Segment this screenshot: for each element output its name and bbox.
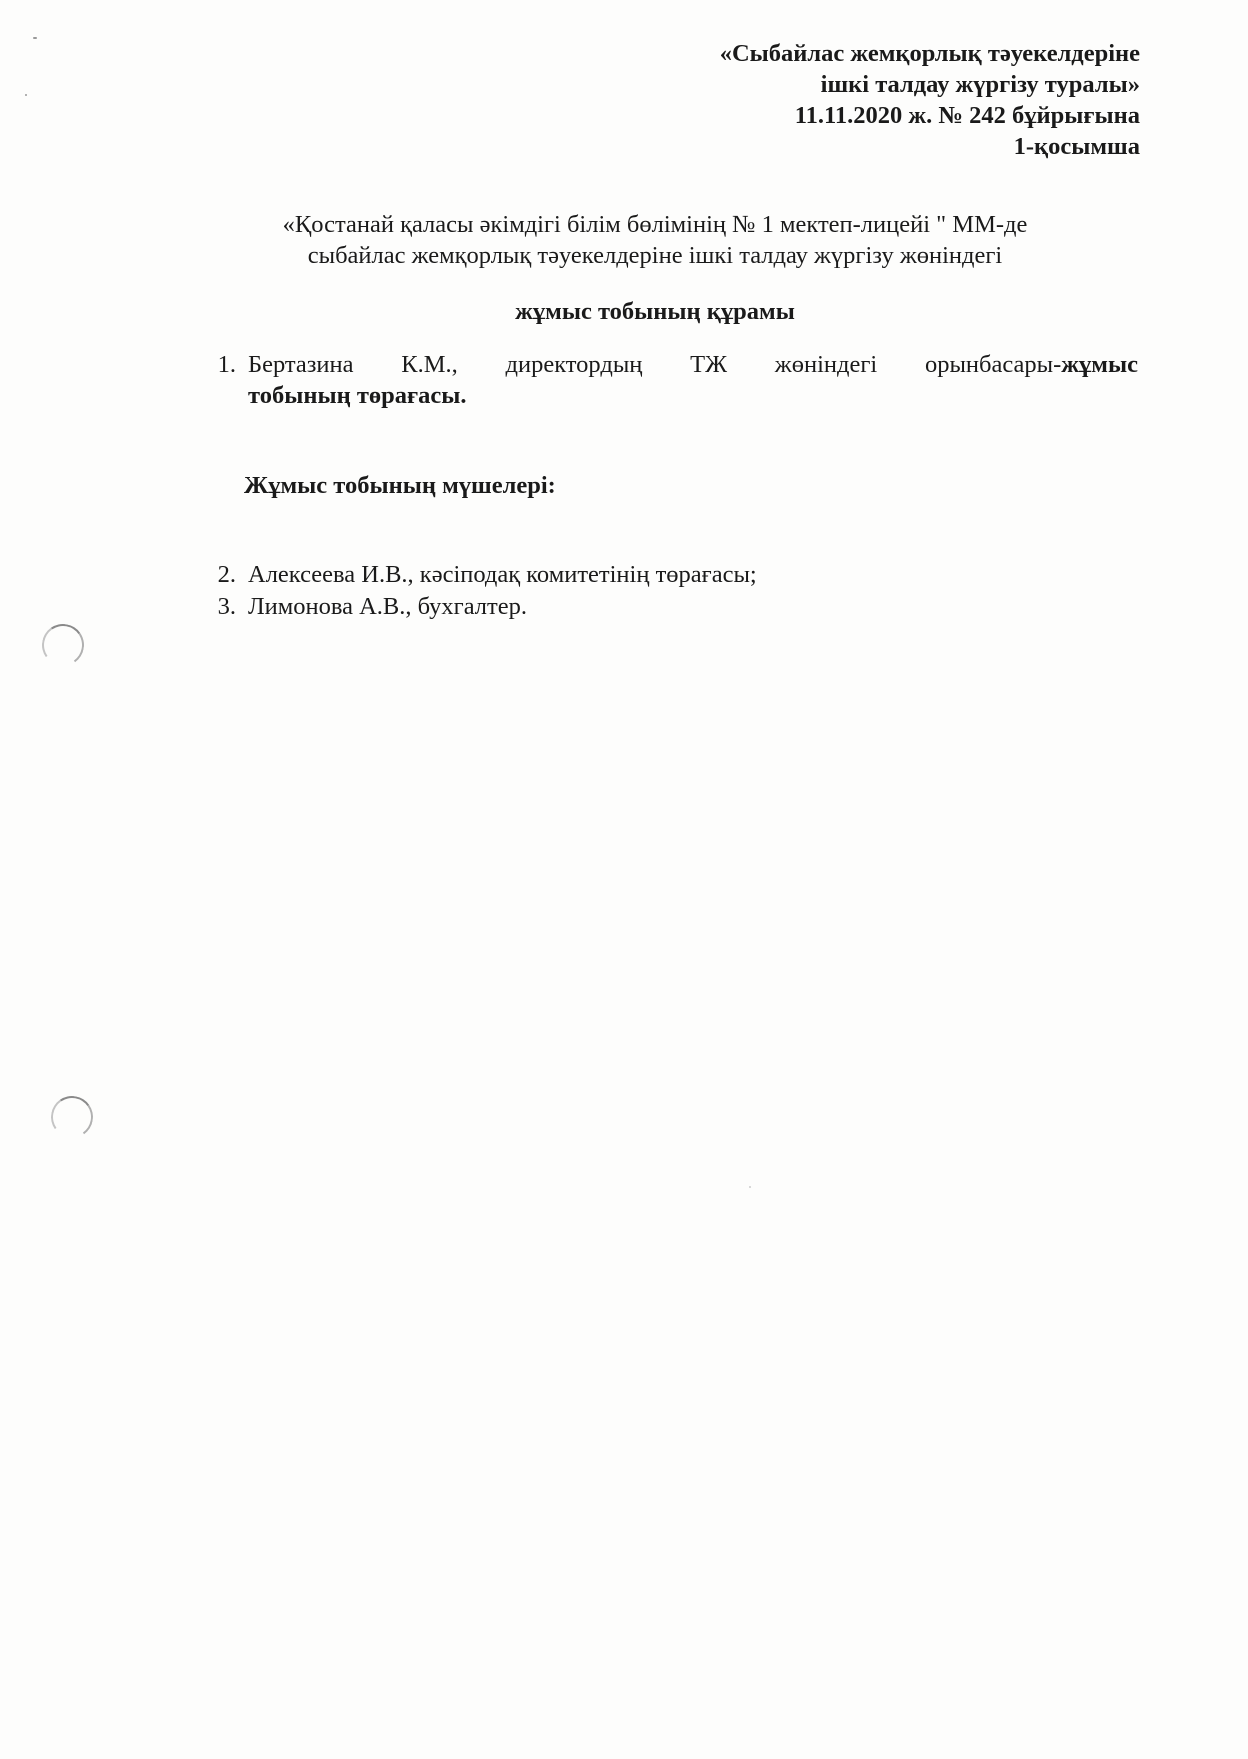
document-subtitle: жұмыс тобының құрамы [515,298,795,325]
scan-speck [749,1186,751,1188]
chair-role-text: жұмыс [1061,351,1138,378]
list-item-text: Алексеева И.В., кәсіподақ комитетінің төрағасы; [248,561,757,588]
scan-speck [33,37,37,39]
list-item-text: Лимонова А.В., бухгалтер. [248,593,527,620]
list-item-chair [200,349,1138,413]
scan-speck [25,94,27,96]
title-line: «Қостанай қаласы әкімдігі білім бөлімінің № 1 мектеп-лицейі " ММ-де [282,211,1028,238]
punch-hole-mark [48,1093,97,1142]
annex-line: «Сыбайлас жемқорлық тәуекелдеріне [719,40,1140,67]
annex-header [500,38,1140,162]
annex-line: 11.11.2020 ж. № 242 бұйрығына [794,102,1140,129]
list-number: 2. [217,561,236,588]
list-item-text [248,349,1138,380]
list-item [200,591,900,622]
members-heading: Жұмыс тобының мүшелері: [244,472,556,499]
list-item [200,559,900,590]
list-number: 3. [217,593,236,620]
annex-line: 1-қосымша [1013,133,1140,160]
document-title [190,209,1120,271]
chair-role-continuation: тобының төрағасы. [248,382,467,409]
list-number: 1. [217,351,236,378]
punch-hole-mark [39,621,88,670]
chair-name-text: Бертазина К.М., директордың ТЖ жөніндегі орынбасары- [248,351,1062,378]
title-line: сыбайлас жемқорлық тәуекелдеріне ішкі талдау жүргізу жөніндегі [307,242,1003,269]
annex-line: ішкі талдау жүргізу туралы» [820,71,1140,98]
